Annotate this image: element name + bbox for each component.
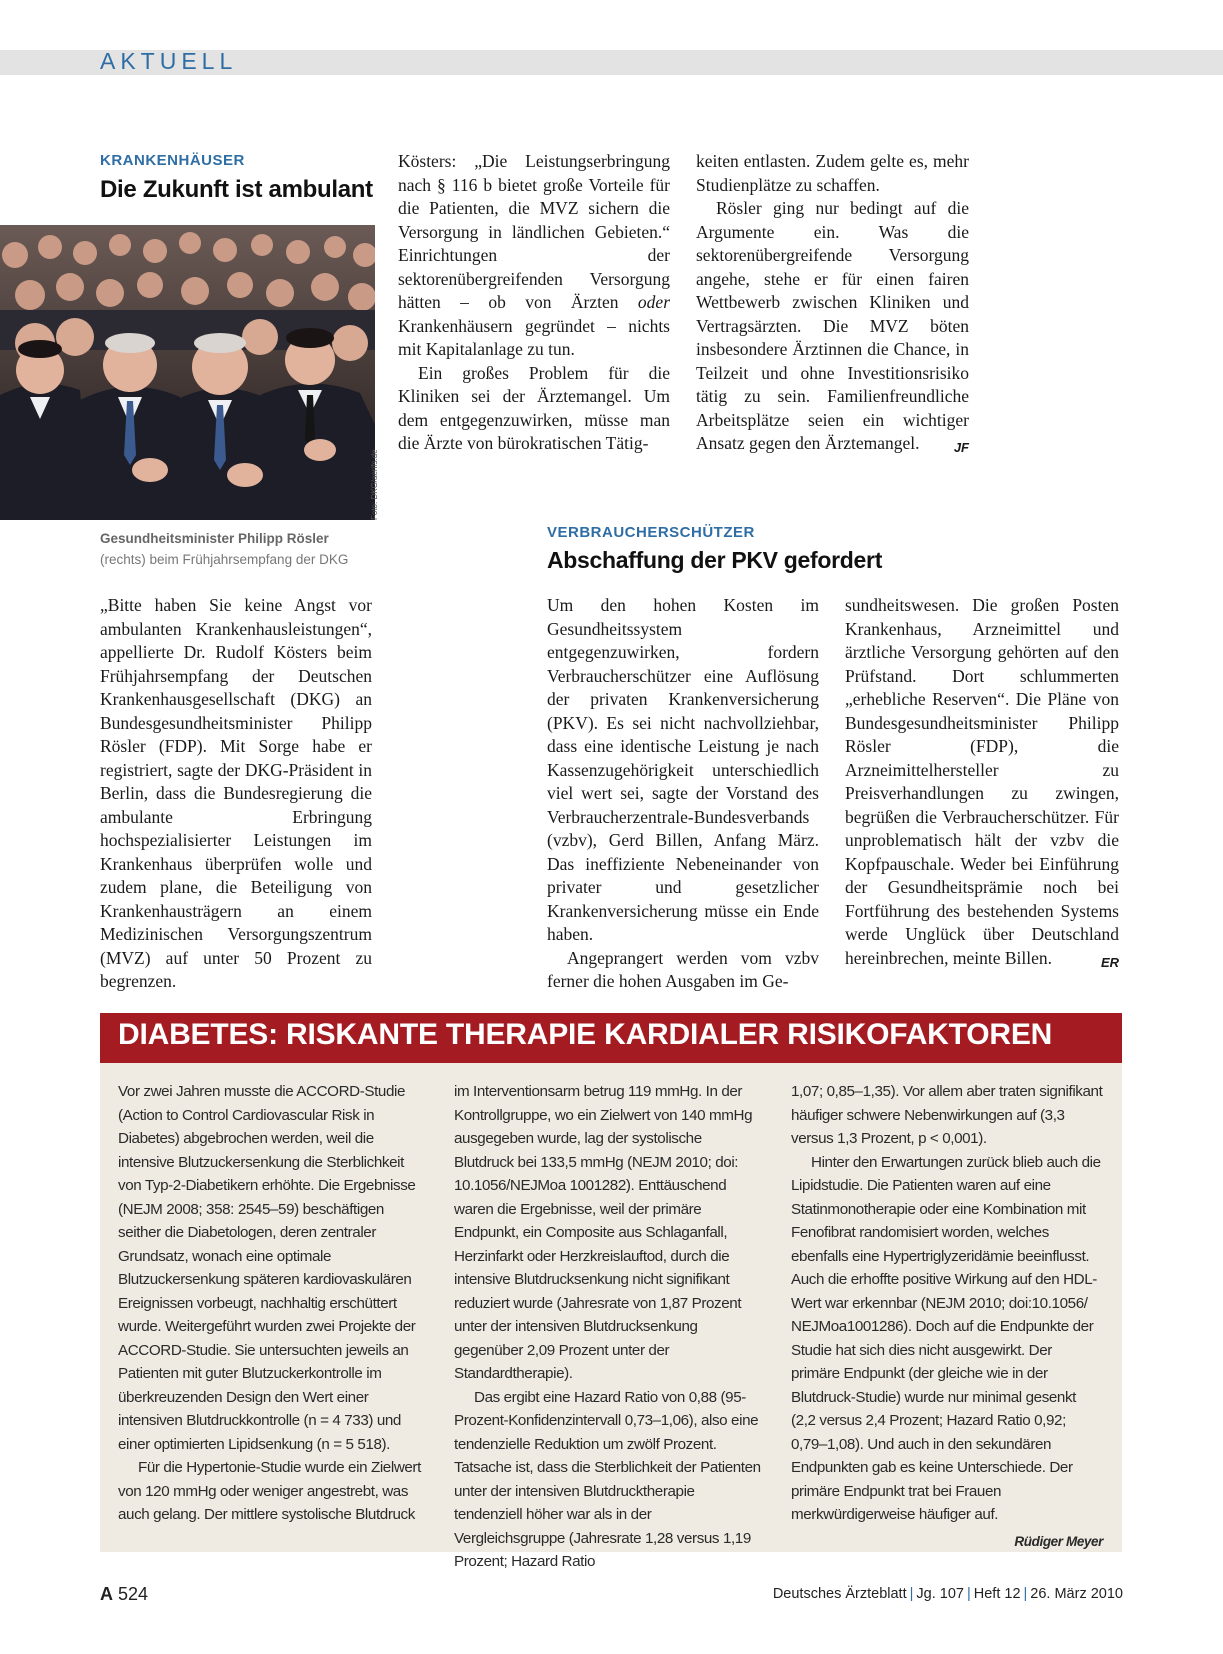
- audience-photo-illustration: [0, 225, 375, 520]
- box-col1-p2: Für die Hypertonie-Studie wurde ein Zielwert von 120 mmHg oder weniger angestrebt, was auch gelang. Der mittlere systolische Blutdruck: [118, 1459, 421, 1523]
- article2-col1-p2: Angeprangert werden vom vzbv ferner die hohen Ausgaben im Ge-: [547, 947, 819, 991]
- box-signature: Rüdiger Meyer: [1014, 1533, 1103, 1549]
- article1-photo: [0, 225, 375, 520]
- col2-p1-a: Kösters: „Die Leistungserbringung nach § 116 b bietet große Vorteile für die Patienten, die MVZ sichern die Versorgung in ländlichen Gebieten.“ Einrichtungen der sektorenübergreifenden Versorgung hätten – ob von Ärzten: [398, 151, 670, 312]
- article2-column-2: [845, 594, 1119, 974]
- box-column-1: [118, 1080, 428, 1527]
- box-column-3: [791, 1080, 1103, 1553]
- journal-date: 26. März 2010: [1030, 1586, 1123, 1602]
- footer-separator: |: [1023, 1586, 1028, 1602]
- caption-rest: (rechts) beim Frühjahrsempfang der DKG: [100, 552, 349, 567]
- article2-kicker: VERBRAUCHERSCHÜTZER: [547, 524, 755, 541]
- box-col3-p2: [791, 1151, 1103, 1549]
- diabetes-box-title: DIABETES: RISKANTE THERAPIE KARDIALER RISIKOFAKTOREN: [118, 1018, 1053, 1051]
- photo-caption: [100, 528, 390, 570]
- article2-signature: ER: [1100, 954, 1119, 970]
- page-prefix: A: [100, 1584, 113, 1604]
- page-number: [100, 1584, 148, 1605]
- col2-p1-em: oder: [637, 292, 670, 312]
- article1-col3-p1: keiten entlasten. Zudem gelte es, mehr Studienplätze zu schaffen.: [696, 151, 969, 195]
- article1-headline: Die Zukunft ist ambulant: [100, 176, 373, 203]
- box-col3-p1: 1,07; 0,85–1,35). Vor allem aber traten signifikant häufiger schwere Nebenwirkungen auf (3,3 versus 1,3 Prozent, p < 0,001).: [791, 1083, 1103, 1147]
- journal-name: Deutsches Ärzteblatt: [772, 1586, 907, 1602]
- journal-footer: [773, 1586, 1123, 1602]
- col2-p1-b: Krankenhäusern gegründet – nichts mit Kapitalanlage zu tun.: [398, 315, 670, 359]
- article1-column-1: [100, 594, 372, 994]
- journal-volume: Jg. 107: [916, 1586, 964, 1602]
- journal-issue: Heft 12: [973, 1586, 1021, 1602]
- article2-col2-p1: [845, 594, 1119, 970]
- footer-separator: |: [909, 1586, 914, 1602]
- section-label: AKTUELL: [100, 48, 238, 74]
- article1-col3-p2: [696, 197, 969, 456]
- article1-col1-text: „Bitte haben Sie keine Angst vor ambulanten Krankenhausleistungen“, appellierte Dr. Rudolf Kösters beim Frühjahrsempfang der Deutschen Krankenhausgesellschaft (DKG) an Bundesgesundheitsminister Philipp Rösler (FDP). Mit Sorge habe er registriert, sagte der DKG-Präsident in Berlin, dass die Bundesregierung die ambulante Erbringung hochspezialisierter Leistungen im Krankenhaus überprüfen wolle und zudem plane, die Beteiligung von Krankenhausträgern an einem Medizinischen Versorgungszentrum (MVZ) auf unter 50 Prozent zu begrenzen.: [100, 595, 372, 991]
- photo-credit: Foto: DKG/aerifs.de: [370, 449, 379, 520]
- article1-col2-p2: Ein großes Problem für die Kliniken sei der Ärztemangel. Um dem entgegenzuwirken, müsse man die Ärzte von bürokratischen Tätig-: [398, 362, 670, 453]
- page-number-value: 524: [118, 1584, 149, 1604]
- article1-column-2: [398, 150, 670, 456]
- article2-col2-text: sundheitswesen. Die großen Posten Krankenhaus, Arzneimittel und ärztliche Versorgung gehörten auf den Prüfstand. Dort schlummerten „erhebliche Reserven“. Die Pläne von Bundesgesundheitsminister Philipp Rösler (FDP), die Arzneimittelhersteller zu Preisverhandlungen zu zwingen, begrüßen die Verbraucherschützer. Für unproblematisch hält der vzbv die Kopfpauschale. Weder bei Einführung der Gesundheitsprämie noch bei Fortführung des bestehenden Systems werde Unglück über Deutschland hereinbrechen, meinte Billen.: [845, 595, 1119, 968]
- box-col2-p1: im Interventionsarm betrug 119 mmHg. In der Kontrollgruppe, wo ein Zielwert von 140 mmHg ausgegeben wurde, lag der systolische Blutdruck bei 133,5 mmHg (NEJM 2010; doi: 10.1056/NEJMoa 1001282). Enttäuschend waren die Ergebnisse, weil der primäre Endpunkt, ein Composite aus Schlaganfall, Herzinfarkt oder Herzkreislauftod, durch die intensive Blutdrucksenkung nicht signifikant reduziert wurde (Jahresrate von 1,87 Prozent unter der intensiven Blutdrucksenkung gegenüber 2,09 Prozent unter der Standardtherapie).: [454, 1083, 753, 1382]
- article2-col1-p1: Um den hohen Kosten im Gesundheitssystem entgegenzuwirken, fordern Verbraucherschützer eine Auflösung der privaten Krankenversicherung (PKV). Es sei nicht nachvollziehbar, dass eine identische Leistung je nach Kassenzugehörigkeit unterschiedlich viel wert sei, sagte der Vorstand des Verbraucherzentrale-Bundesverbands (vzbv), Gerd Billen, Anfang März. Das ineffiziente Nebeneinander von privater und gesetzlicher Krankenversicherung müsse ein Ende haben.: [547, 595, 819, 944]
- footer-separator: |: [966, 1586, 971, 1602]
- article1-kicker: KRANKENHÄUSER: [100, 152, 245, 169]
- caption-bold: Gesundheitsminister Philipp Rösler: [100, 531, 329, 546]
- article1-column-3: [696, 150, 969, 460]
- article1-col2-p1: [398, 150, 670, 362]
- article1-signature: JF: [953, 440, 969, 455]
- article2-column-1: [547, 594, 819, 994]
- box-col1-p1: Vor zwei Jahren musste die ACCORD-Studie (Action to Control Cardiovascular Risk in Diabetes) abgebrochen werden, weil die intensive Blutzuckersenkung die Sterblichkeit von Typ-2-Diabetikern erhöhte. Die Ergebnisse (NEJM 2008; 358: 2545–59) beschäftigen seither die Diabetologen, deren zentraler Grundsatz, wonach eine optimale Blutzuckersenkung späteren kardiovaskulären Ereignissen vorbeugt, nachhaltig erschüttert wurde. Weitergeführt wurden zwei Projekte der ACCORD-Studie. Sie untersuchten jeweils an Patienten mit guter Blutzuckerkontrolle im überkreuzenden Design den Wert einer intensiven Blutdruckkontrolle (n = 4 733) und einer optimierten Lipidsenkung (n = 5 518).: [118, 1083, 416, 1453]
- article2-headline: Abschaffung der PKV gefordert: [547, 547, 883, 573]
- col3-p2-text: Rösler ging nur bedingt auf die Argumente ein. Was die sektorenübergreifende Versorgung angehe, stehe er für einen fairen Wettbewerb zwischen Kliniken und Vertragsärzten. Die MVZ böten insbesondere Ärztinnen die Chance, in Teilzeit und ohne Investitionsrisiko tätig zu sein. Familienfreundliche Arbeitsplätze seien ein wichtiger Ansatz gegen den Ärztemangel.: [696, 198, 969, 453]
- box-col3-p2-text: Hinter den Erwartungen zurück blieb auch die Lipidstudie. Die Patienten waren auf eine Statinmonotherapie oder eine Kombination mit Fenofibrat randomisiert worden, welches ebenfalls eine Hypertriglyzeridämie beeinflusst. Auch die erhoffte positive Wirkung auf den HDL-Wert war erkennbar (NEJM 2010; doi:10.1056/ NEJMoa1001286). Doch auf die Endpunkte der Studie hat sich dies nicht ausgewirkt. Der primäre Endpunkt (der gleiche wie in der Blutdruck-Studie) wurde nur minimal gesenkt (2,2 versus 2,4 Prozent; Hazard Ratio 0,92; 0,79–1,08). Und auch in den sekundären Endpunkten gab es keine Unterschiede. Der primäre Endpunkt trat bei Frauen merkwürdigerweise häufiger auf.: [791, 1153, 1101, 1523]
- box-col2-p2: Das ergibt eine Hazard Ratio von 0,88 (95-Prozent-Konfidenzintervall 0,73–1,06), also eine tendenzielle Reduktion um zwölf Prozent. Tatsache ist, dass die Sterblichkeit der Patienten unter der intensiven Blutdrucktherapie tendenziell höher war als in der Vergleichsgruppe (Jahresrate 1,28 versus 1,19 Prozent; Hazard Ratio: [454, 1388, 761, 1570]
- box-column-2: [454, 1080, 764, 1574]
